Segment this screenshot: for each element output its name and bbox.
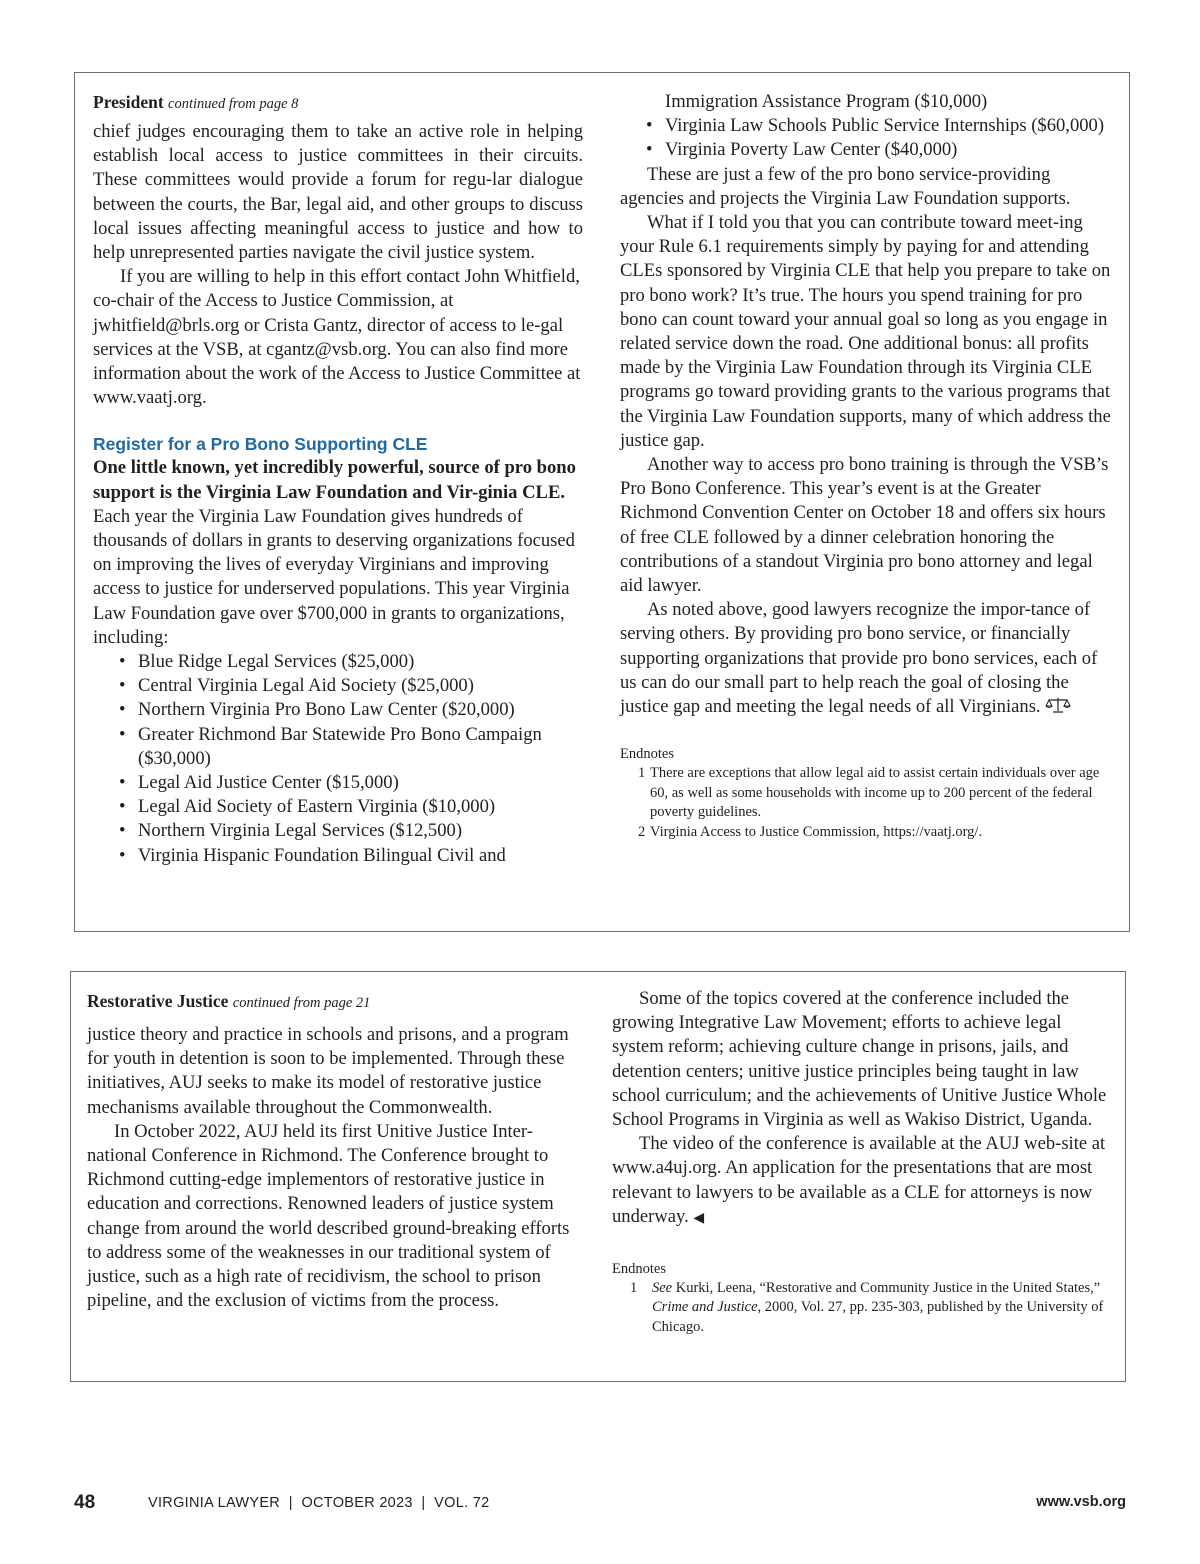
para-7-text: As noted above, good lawyers recognize the impor-tance of serving others. By providing pro bono service, or financially supporting organizations that provide pro bono services, each of us can do our small part to help reach the goal of closing the justice gap and meeting the legal needs of all Virginians. xyxy=(620,599,1098,718)
continued-note: continued from page 8 xyxy=(168,96,299,112)
president-para-4: These are just a few of the pro bono service-providing agencies and projects the Virginia Law Foundation supports. xyxy=(620,163,1071,209)
section-title: President xyxy=(93,92,164,112)
bullet-icon: • xyxy=(646,139,653,161)
president-para-6: Another way to access pro bono training is through the VSB’s Pro Bono Conference. This year’s event is at the Greater Richmond Convention Center on October 18 and offers six hours of free CLE followed by a dinner celebration honoring the contributions of a standout Virginia pro bono attorney and legal aid lawyer. xyxy=(620,454,1109,597)
restorative-para-2: In October 2022, AUJ held its first Unitive Justice Inter-national Conference in Richmond. The Conference brought to Richmond cutting-edge implementors of restorative justice in education and corrections. Renowned leaders of justice system change from around the world described ground-breaking efforts to address some of the weaknesses in our traditional system of justice, such as a high rate of recidivism, the school to prison pipeline, and the exclusion of victims from the process. xyxy=(87,1120,570,1312)
restorative-right-column xyxy=(612,987,1107,1337)
bullet-icon: • xyxy=(119,844,126,866)
list-item: • Virginia Hispanic Foundation Bilingual Civil and xyxy=(93,844,583,868)
para-3-rest: Each year the Virginia Law Foundation gives hundreds of thousands of dollars in grants to deserving organizations focused on improving the lives of everyday Virginians and improving access to justice for underserved populations. This year Virginia Law Foundation gave over $700,000 in grants to organizations, including: xyxy=(93,505,575,648)
president-heading xyxy=(93,90,583,116)
scales-of-justice-icon xyxy=(1045,696,1071,714)
endnote-item: 1 See Kurki, Leena, “Restorative and Community Justice in the United States,” Crime and Justice, 2000, Vol. 27, pp. 235-303, published by the University of Chicago. xyxy=(630,1280,1104,1335)
list-item: • Legal Aid Justice Center ($15,000) xyxy=(93,771,583,795)
see-signal: See xyxy=(652,1280,673,1297)
endnote-item: 2 Virginia Access to Justice Commission, https://vaatj.org/. xyxy=(638,823,983,840)
restorative-heading xyxy=(87,989,577,1015)
restorative-continuation-box xyxy=(70,971,1126,1382)
end-mark-icon: ◀ xyxy=(693,1209,705,1226)
bullet-icon: • xyxy=(119,675,126,697)
section-title: Restorative Justice xyxy=(87,991,229,1011)
grants-list-right xyxy=(620,114,1112,162)
list-item: • Greater Richmond Bar Statewide Pro Bono Campaign ($30,000) xyxy=(119,723,542,769)
masthead: VIRGINIA LAWYER | OCTOBER 2023 | VOL. 72 xyxy=(148,1495,490,1511)
cle-subheading: Register for a Pro Bono Supporting CLE xyxy=(93,434,428,455)
president-continuation-box xyxy=(74,72,1130,932)
bullet-icon: • xyxy=(119,772,126,794)
restorative-para-1: justice theory and practice in schools and prisons, and a program for youth in detention is soon to be implemented. Through these initiatives, AUJ seeks to make its model of restorative justice mechanisms available throughout the Commonwealth. xyxy=(87,1024,569,1118)
list-item: • Northern Virginia Legal Services ($12,500) xyxy=(93,819,583,843)
president-para-1: chief judges encouraging them to take an active role in helping establish local access to justice committees in their circuits. These committees would provide a forum for regu-lar dialogue between the courts, the Bar, legal aid, and other groups to discuss local issues affecting meaningful access to justice and how to help unrepresented parties navigate the civil justice system. xyxy=(93,121,583,264)
restorative-para-3: Some of the topics covered at the conference included the growing Integrative Law Movement; efforts to achieve legal system reform; achieving culture change in prisons, jails, and detention centers; unitive justice principles being taught in law school curriculum; and the achievements of Unitive Justice Whole School Programs in Virginia as well as Wakiso District, Uganda. xyxy=(612,988,1107,1131)
para-3-bold-lead: One little known, yet incredibly powerful, source of pro bono support is the Virginia Law Foundation and Vir-ginia CLE. xyxy=(93,457,576,503)
restorative-left-column xyxy=(87,989,577,1313)
list-item: • Virginia Law Schools Public Service Internships ($60,000) xyxy=(620,114,1112,138)
president-para-5: What if I told you that you can contribute toward meet-ing your Rule 6.1 requirements simply by paying for and attending CLEs sponsored by Virginia CLE that help you prepare to take on pro bono work? It’s true. The hours you spend training for pro bono can count toward your annual goal so long as you engage in related service down the road. One additional bonus: all profits made by the Virginia Law Foundation through its Virginia CLE programs go toward providing grants to the various programs that the Virginia Law Foundation supports, many of which address the justice gap. xyxy=(620,212,1111,451)
endnote-item: 1 There are exceptions that allow legal aid to assist certain individuals over age 60, as well as some households with income up to 200 percent of the federal poverty guidelines. xyxy=(638,765,1100,821)
bullet-icon: • xyxy=(119,651,126,673)
list-item: • Virginia Poverty Law Center ($40,000) xyxy=(620,138,1112,162)
endnotes-label: Endnotes xyxy=(612,1261,666,1278)
bullet-icon: • xyxy=(646,115,653,137)
page-number: 48 xyxy=(74,1492,96,1513)
bullet-icon: • xyxy=(119,820,126,842)
list-item: • Northern Virginia Pro Bono Law Center ($20,000) xyxy=(93,698,583,722)
endnotes-label: Endnotes xyxy=(620,746,674,763)
president-left-column xyxy=(93,90,583,868)
journal-title: Crime and Justice xyxy=(652,1299,758,1316)
grants-list-left xyxy=(93,650,583,868)
continued-note: continued from page 21 xyxy=(232,995,371,1011)
para-4-text: The video of the conference is available at the AUJ web-site at www.a4uj.org. An application for the presentations that are most relevant to lawyers to be available as a CLE for attorneys is now underway. xyxy=(612,1133,1106,1227)
president-para-7 xyxy=(620,598,1112,719)
president-right-column xyxy=(620,90,1112,842)
restorative-para-4 xyxy=(612,1132,1107,1230)
list-item: • Central Virginia Legal Aid Society ($25,000) xyxy=(93,674,583,698)
bullet-icon: • xyxy=(119,723,126,745)
grant-continued-line: Immigration Assistance Program ($10,000) xyxy=(665,91,988,112)
website-link[interactable]: www.vsb.org xyxy=(1036,1494,1126,1510)
president-para-2: If you are willing to help in this effort contact John Whitfield, co-chair of the Access to Justice Commission, at jwhitfield@brls.org or Crista Gantz, director of access to le-gal services at the VSB, at cgantz@vsb.org. You can also find more information about the work of the Access to Justice Committee at www.vaatj.org. xyxy=(93,266,581,409)
bullet-icon: • xyxy=(119,796,126,818)
list-item: • Legal Aid Society of Eastern Virginia ($10,000) xyxy=(93,795,583,819)
page-footer xyxy=(74,1492,1126,1522)
list-item: • Blue Ridge Legal Services ($25,000) xyxy=(93,650,583,674)
bullet-icon: • xyxy=(119,699,126,721)
president-para-3 xyxy=(93,456,583,650)
